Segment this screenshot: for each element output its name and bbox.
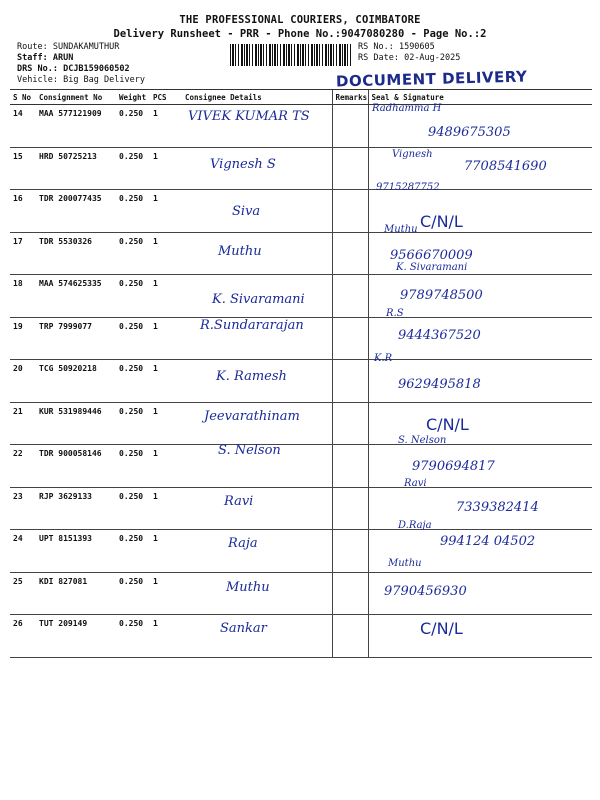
delivery-table [10, 89, 592, 658]
col-signature: Seal & Signature [368, 90, 592, 105]
cell-pcs: 1 [150, 530, 182, 573]
cell-consignment: TUT 209149 [36, 615, 116, 658]
cell-consignment: TRP 7999077 [36, 317, 116, 360]
cell-sno: 15 [10, 147, 36, 190]
handwritten-phone: 9566670009 [390, 248, 473, 264]
handwritten-phone: 9789748500 [400, 287, 483, 303]
staff-label: Staff: [17, 53, 48, 63]
cell-consignment: TDR 5530326 [36, 232, 116, 275]
drs-value: DCJB159060502 [63, 64, 130, 74]
handwritten-consignee-name: K. Sivaramani [212, 291, 305, 307]
cell-weight: 0.250 [116, 487, 150, 530]
cell-sno: 16 [10, 190, 36, 233]
route-label: Route: [17, 42, 48, 52]
rs-no-line [358, 42, 435, 53]
cell-remarks [332, 190, 368, 233]
cell-sno: 25 [10, 572, 36, 615]
table-row [10, 190, 592, 233]
cell-pcs: 1 [150, 487, 182, 530]
handwritten-phone: C/N/L [420, 212, 463, 232]
route-line [17, 42, 119, 53]
cell-weight: 0.250 [116, 147, 150, 190]
handwritten-consignee-name: VIVEK KUMAR TS [188, 109, 310, 124]
cell-pcs: 1 [150, 615, 182, 658]
col-remarks: Remarks [332, 90, 368, 105]
handwritten-consignee-name: Siva [232, 204, 261, 220]
table-row [10, 615, 592, 658]
cell-remarks [332, 487, 368, 530]
cell-weight: 0.250 [116, 105, 150, 148]
document-delivery-stamp: DOCUMENT DELIVERY [335, 67, 528, 91]
handwritten-signature: Radhamma H [372, 103, 442, 114]
col-consignee: Consignee Details [182, 90, 332, 105]
handwritten-signature: Muthu [384, 224, 418, 236]
table-row [10, 402, 592, 445]
cell-consignee [182, 487, 332, 530]
cell-sno: 20 [10, 360, 36, 403]
staff-value: ARUN [52, 53, 74, 63]
handwritten-phone: 9629495818 [398, 377, 481, 393]
cell-weight: 0.250 [116, 360, 150, 403]
table-row [10, 360, 592, 403]
handwritten-consignee-name: Raja [228, 536, 258, 551]
cell-sno: 17 [10, 232, 36, 275]
cell-remarks [332, 445, 368, 488]
cell-sno: 19 [10, 317, 36, 360]
cell-weight: 0.250 [116, 530, 150, 573]
drs-label: DRS No.: [17, 64, 58, 74]
cell-remarks [332, 275, 368, 318]
handwritten-consignee-name: S. Nelson [218, 442, 281, 458]
handwritten-signature: S. Nelson [398, 434, 447, 446]
cell-pcs: 1 [150, 147, 182, 190]
table-row [10, 572, 592, 615]
cell-sno: 21 [10, 402, 36, 445]
cell-pcs: 1 [150, 275, 182, 318]
cell-weight: 0.250 [116, 190, 150, 233]
cell-consignment: MAA 577121909 [36, 105, 116, 148]
handwritten-signature: D.Raja [398, 520, 432, 531]
cell-remarks [332, 360, 368, 403]
staff-line [17, 53, 73, 64]
company-title: THE PROFESSIONAL COURIERS, COIMBATORE [179, 14, 421, 26]
rs-date-label: RS Date: [358, 53, 399, 63]
cell-sno: 24 [10, 530, 36, 573]
cell-sno: 26 [10, 615, 36, 658]
cell-pcs: 1 [150, 232, 182, 275]
cell-sno: 14 [10, 105, 36, 148]
cell-consignment: MAA 574625335 [36, 275, 116, 318]
handwritten-phone: 7708541690 [464, 158, 547, 174]
handwritten-consignee-name: Ravi [224, 494, 254, 510]
handwritten-consignee-name: Vignesh S [210, 156, 276, 172]
cell-pcs: 1 [150, 360, 182, 403]
cell-pcs: 1 [150, 445, 182, 488]
handwritten-consignee-name: K. Ramesh [216, 369, 287, 385]
cell-pcs: 1 [150, 317, 182, 360]
rs-no-label: RS No.: [358, 42, 394, 52]
cell-remarks [332, 232, 368, 275]
handwritten-signature: R.S [386, 307, 404, 319]
route-value: SUNDAKAMUTHUR [52, 42, 120, 52]
cell-pcs: 1 [150, 402, 182, 445]
handwritten-consignee-name: Jeevarathinam [204, 408, 300, 424]
cell-consignment: KDI 827081 [36, 572, 116, 615]
cell-sno: 23 [10, 487, 36, 530]
rs-date-line [358, 53, 460, 64]
col-sno: S No [10, 90, 36, 105]
handwritten-phone: 9444367520 [398, 327, 481, 343]
drs-line [17, 64, 130, 75]
table-row [10, 232, 592, 275]
cell-remarks [332, 317, 368, 360]
handwritten-phone: 9790456930 [384, 583, 467, 599]
cell-consignment: TDR 900058146 [36, 445, 116, 488]
cell-weight: 0.250 [116, 275, 150, 318]
cell-remarks [332, 147, 368, 190]
handwritten-phone: 994124 04502 [440, 534, 536, 549]
cell-remarks [332, 402, 368, 445]
cell-weight: 0.250 [116, 402, 150, 445]
handwritten-signature: K. Sivaramani [396, 261, 468, 273]
handwritten-phone: C/N/L [426, 414, 469, 434]
col-weight: Weight [116, 90, 150, 105]
cell-consignment: RJP 3629133 [36, 487, 116, 530]
cell-weight: 0.250 [116, 445, 150, 488]
cell-signature [368, 615, 592, 658]
handwritten-phone: 7339382414 [456, 500, 539, 516]
cell-pcs: 1 [150, 105, 182, 148]
cell-consignment: TDR 200077435 [36, 190, 116, 233]
vehicle-value: Big Bag Delivery [63, 75, 145, 85]
handwritten-consignee-name: Sankar [220, 621, 267, 637]
cell-consignment: UPT 8151393 [36, 530, 116, 573]
cell-weight: 0.250 [116, 615, 150, 658]
handwritten-consignee-name: R.Sundararajan [200, 317, 304, 333]
table-header-row [10, 90, 592, 105]
handwritten-consignee-name: Muthu [226, 579, 270, 595]
cell-sno: 22 [10, 445, 36, 488]
rs-no-value: 1590605 [398, 42, 435, 52]
cell-consignment: TCG 50920218 [36, 360, 116, 403]
handwritten-signature: Vignesh [392, 148, 433, 160]
cell-pcs: 1 [150, 190, 182, 233]
table-row [10, 445, 592, 488]
vehicle-label: Vehicle: [17, 75, 58, 85]
barcode [230, 44, 352, 66]
handwritten-phone: 9790694817 [412, 458, 495, 474]
cell-remarks [332, 615, 368, 658]
cell-weight: 0.250 [116, 572, 150, 615]
cell-weight: 0.250 [116, 317, 150, 360]
vehicle-line [17, 75, 145, 86]
cell-sno: 18 [10, 275, 36, 318]
cell-remarks [332, 105, 368, 148]
runsheet-subtitle: Delivery Runsheet - PRR - Phone No.:9047080280 - Page No.:2 [113, 28, 487, 40]
handwritten-phone: 9489675305 [428, 125, 511, 140]
cell-remarks [332, 572, 368, 615]
handwritten-phone: C/N/L [420, 619, 463, 639]
handwritten-signature: K.R [374, 353, 393, 365]
cell-weight: 0.250 [116, 232, 150, 275]
handwritten-signature: Ravi [404, 478, 427, 490]
handwritten-signature: Muthu [388, 557, 422, 569]
cell-remarks [332, 530, 368, 573]
col-pcs: PCS [150, 90, 182, 105]
cell-pcs: 1 [150, 572, 182, 615]
handwritten-signature: 9715287752 [376, 182, 440, 194]
cell-consignment: KUR 531989446 [36, 402, 116, 445]
col-consignment: Consignment No [36, 90, 116, 105]
cell-consignment: HRD 50725213 [36, 147, 116, 190]
handwritten-consignee-name: Muthu [218, 244, 262, 260]
rs-date-value: 02-Aug-2025 [404, 53, 461, 63]
